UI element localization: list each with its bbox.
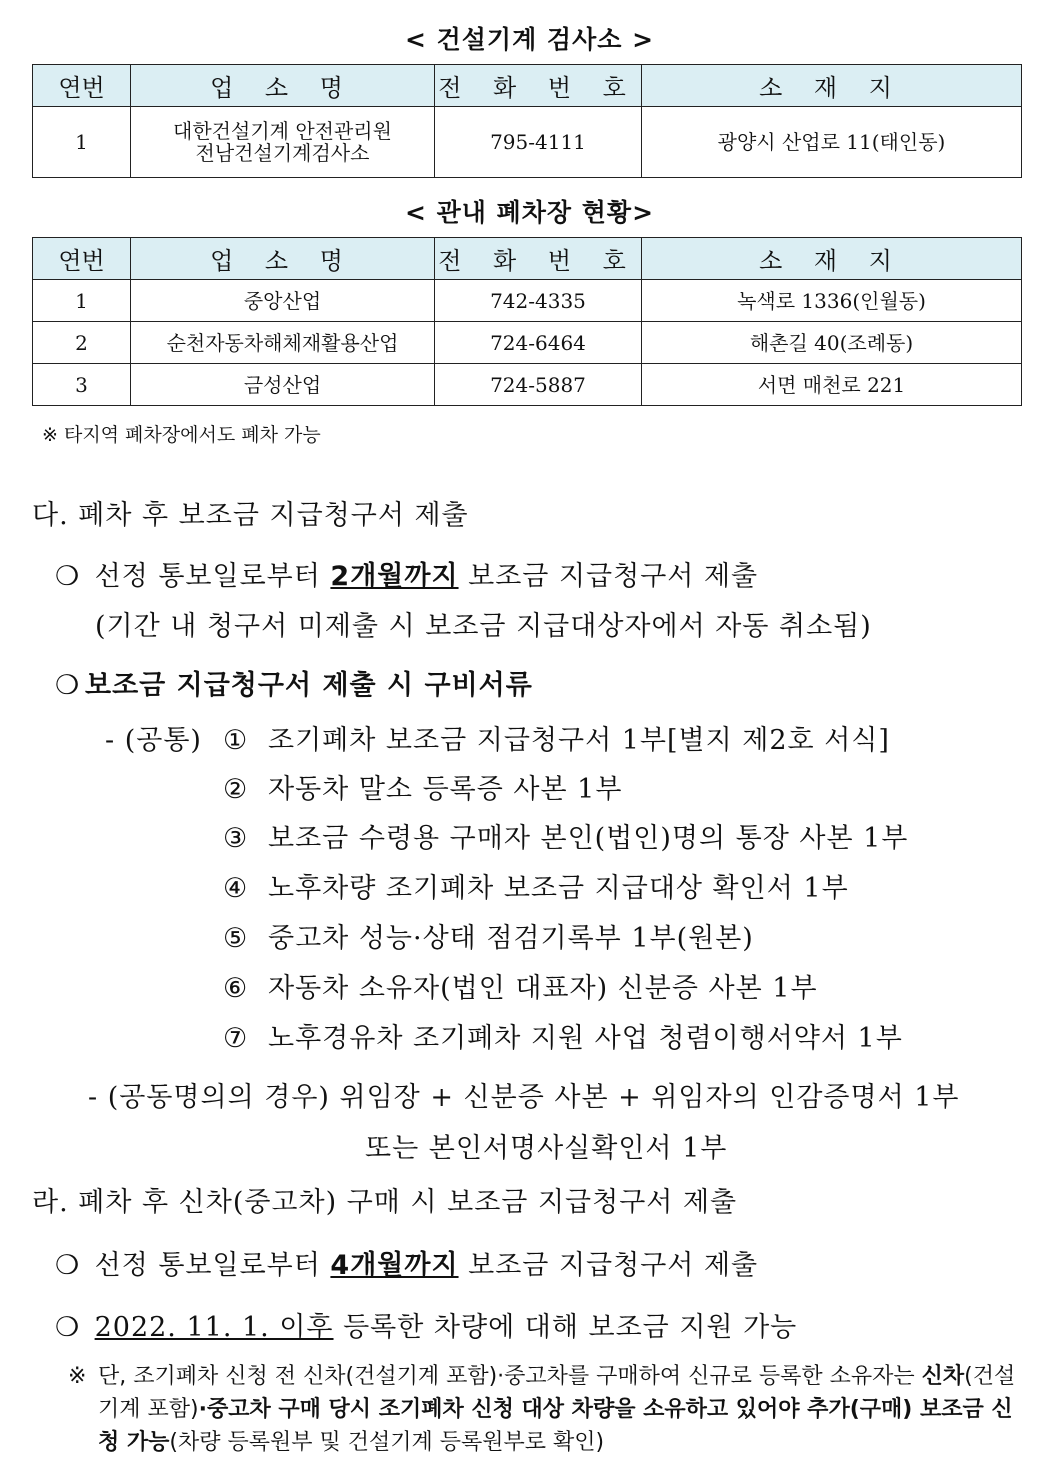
list-item <box>223 966 818 1005</box>
section-ra-bullet-2 <box>55 1305 797 1344</box>
inspection-table <box>32 64 1022 178</box>
table-row <box>33 280 1022 322</box>
section-da-bullet-1 <box>55 554 758 593</box>
bullet-text-pre: 선정 통보일로부터 <box>94 561 331 592</box>
list-item <box>223 1016 903 1055</box>
cell-name-line1: 대한건설기계 안전관리원 <box>173 119 392 143</box>
list-item <box>223 866 849 905</box>
item-text: 노후경유차 조기폐차 지원 사업 청렴이행서약서 1부 <box>268 1023 903 1054</box>
bullet-text-post: 등록한 차량에 대해 보조금 지원 가능 <box>333 1312 798 1343</box>
table-row <box>33 322 1022 364</box>
cell-phone: 724-6464 <box>435 322 642 364</box>
cell-phone: 724-5887 <box>435 364 642 406</box>
cell-address: 서면 매천로 221 <box>642 364 1022 406</box>
cell-name: 순천자동차해체재활용산업 <box>131 322 435 364</box>
bullet-text-post: 보조금 지급청구서 제출 <box>458 561 759 592</box>
item-text: 자동차 소유자(법인 대표자) 신분증 사본 1부 <box>268 973 818 1004</box>
bullet-text-pre: 선정 통보일로부터 <box>94 1250 331 1281</box>
note-part-3: (차량 등록원부 및 건설기계 등록원부로 확인) <box>169 1430 605 1455</box>
cell-no: 1 <box>33 280 131 322</box>
cell-address: 광양시 산업로 11(태인동) <box>642 107 1022 178</box>
date-emphasis: 2022. 11. 1. 이후 <box>94 1312 334 1343</box>
bullet-text-post: 보조금 지급청구서 제출 <box>458 1250 759 1281</box>
cell-name-line2: 전남건설기계검사소 <box>195 141 370 165</box>
column-header-phone: 전 화 번 호 <box>435 238 642 280</box>
item-text: 노후차량 조기폐차 보조금 지급대상 확인서 1부 <box>268 873 849 904</box>
cell-phone: 795-4111 <box>435 107 642 178</box>
section-da-heading: 다. 폐차 후 보조금 지급청구서 제출 <box>32 500 469 531</box>
cell-no: 2 <box>33 322 131 364</box>
note-part-1: 단, 조기폐차 신청 전 신차(건설기계 포함)·중고차를 구매하여 신규로 등록한 소유자는 <box>98 1364 922 1389</box>
section-ra-note <box>68 1360 1033 1459</box>
note-bold-2: ·중고차 구매 당시 조기폐차 신청 대상 차량을 소유하고 있어야 추가(구매) 보조금 신청 가능 <box>98 1397 1013 1455</box>
joint-ownership-line-2: 또는 본인서명사실확인서 1부 <box>365 1133 728 1164</box>
column-header-address: 소 재 지 <box>642 65 1022 107</box>
column-header-address: 소 재 지 <box>642 238 1022 280</box>
cell-phone: 742-4335 <box>435 280 642 322</box>
list-item <box>223 916 754 955</box>
joint-ownership-line-1: - (공동명의의 경우) 위임장 + 신분증 사본 + 위임자의 인감증명서 1부 <box>88 1082 960 1113</box>
item-number: ⑤ <box>223 923 249 954</box>
column-header-phone: 전 화 번 호 <box>435 65 642 107</box>
cell-address: 녹색로 1336(인월동) <box>642 280 1022 322</box>
table-header-row <box>33 238 1022 280</box>
common-prefix: - (공통) <box>105 725 202 756</box>
cell-name: 중앙산업 <box>131 280 435 322</box>
scrapyard-note: ※ 타지역 폐차장에서도 폐차 가능 <box>42 424 321 446</box>
column-header-name: 업 소 명 <box>131 65 435 107</box>
section-ra-bullet-1 <box>55 1243 758 1282</box>
deadline-emphasis: 2개월까지 <box>330 561 459 592</box>
item-text: 조기폐차 보조금 지급청구서 1부[별지 제2호 서식] <box>268 725 890 756</box>
item-number: ① <box>223 725 249 756</box>
item-text: 보조금 수령용 구매자 본인(법인)명의 통장 사본 1부 <box>268 823 909 854</box>
note-text <box>98 1360 1033 1459</box>
item-number: ③ <box>223 823 249 854</box>
section-ra-heading: 라. 폐차 후 신차(중고차) 구매 시 보조금 지급청구서 제출 <box>32 1187 738 1218</box>
item-number: ④ <box>223 873 249 904</box>
deadline-emphasis: 4개월까지 <box>330 1250 459 1281</box>
cell-no: 1 <box>33 107 131 178</box>
list-item <box>223 767 622 806</box>
bullet-text: 보조금 지급청구서 제출 시 구비서류 <box>85 670 533 701</box>
cell-name: 금성산업 <box>131 364 435 406</box>
cell-no: 3 <box>33 364 131 406</box>
cell-name <box>131 107 435 178</box>
table-row <box>33 107 1022 178</box>
item-number: ⑦ <box>223 1023 249 1054</box>
scrapyard-table <box>32 237 1022 406</box>
bullet-icon: ❍ <box>55 1312 81 1343</box>
item-number: ⑥ <box>223 973 249 1004</box>
section-da-bullet-2 <box>55 663 533 702</box>
note-part-2: (건설기계 포함) <box>98 1364 1016 1422</box>
table-row <box>33 364 1022 406</box>
column-header-no: 연번 <box>33 238 131 280</box>
list-item <box>223 816 908 855</box>
section-da-bullet-1-sub: (기간 내 청구서 미제출 시 보조금 지급대상자에서 자동 취소됨) <box>95 611 872 642</box>
bullet-icon: ❍ <box>55 1250 81 1281</box>
item-text: 자동차 말소 등록증 사본 1부 <box>268 774 623 805</box>
column-header-name: 업 소 명 <box>131 238 435 280</box>
bullet-icon: ❍ <box>55 670 81 701</box>
cell-address: 해촌길 40(조례동) <box>642 322 1022 364</box>
note-bold-1: 신차 <box>921 1364 965 1389</box>
column-header-no: 연번 <box>33 65 131 107</box>
note-mark: ※ <box>68 1364 87 1389</box>
bullet-icon: ❍ <box>55 561 81 592</box>
scrapyard-title: < 관내 폐차장 현황> <box>404 198 655 227</box>
item-text: 중고차 성능·상태 점검기록부 1부(원본) <box>268 923 754 954</box>
list-item <box>223 718 890 757</box>
item-number: ② <box>223 774 249 805</box>
table-header-row <box>33 65 1022 107</box>
inspection-title: < 건설기계 검사소 > <box>404 25 655 54</box>
